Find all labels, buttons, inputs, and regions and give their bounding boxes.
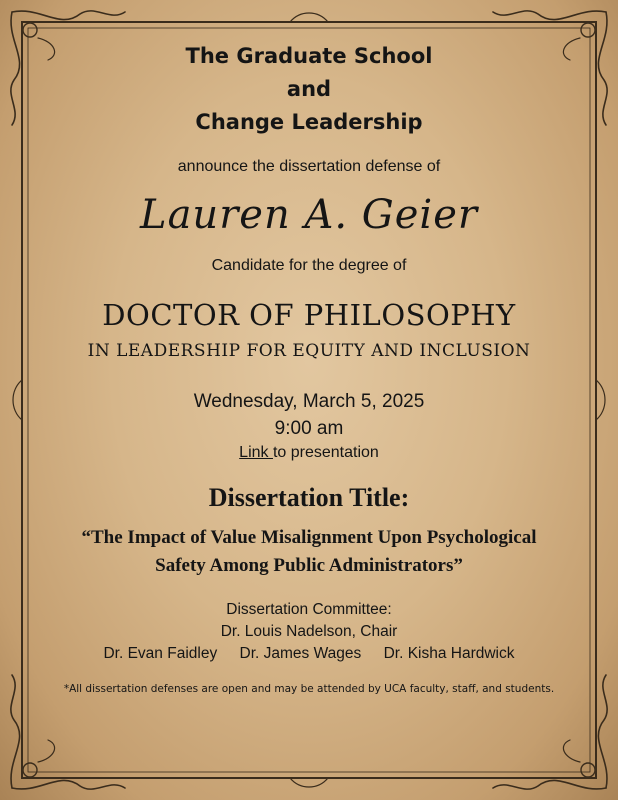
degree-intro: Candidate for the degree of: [211, 257, 407, 274]
committee-member: Dr. Kisha Hardwick: [383, 645, 515, 662]
dissertation-title-line-2: Safety Among Public Administrators”: [155, 555, 463, 576]
program-title: IN LEADERSHIP FOR EQUITY AND INCLUSION: [87, 341, 531, 361]
presentation-link[interactable]: Link: [239, 444, 273, 461]
presentation-link-line: [0, 444, 618, 462]
header-line-graduate-school: The Graduate School: [185, 44, 433, 68]
committee-chair: Dr. Louis Nadelson, Chair: [220, 623, 398, 640]
defense-time: 9:00 am: [274, 418, 344, 439]
announcement-text: announce the dissertation defense of: [177, 158, 441, 175]
header-line-change-leadership: Change Leadership: [195, 110, 423, 134]
committee-member: Dr. Evan Faidley: [103, 645, 218, 662]
committee-members: [0, 643, 618, 664]
dissertation-title-line-1: “The Impact of Value Misalignment Upon Psychological: [81, 527, 537, 548]
degree-title: DOCTOR OF PHILOSOPHY: [102, 298, 516, 332]
committee-label: Dissertation Committee:: [226, 601, 392, 618]
footnote: *All dissertation defenses are open and may be attended by UCA faculty, staff, and students.: [63, 683, 555, 695]
candidate-name: Lauren A. Geier: [140, 192, 478, 238]
defense-date: Wednesday, March 5, 2025: [193, 391, 425, 412]
presentation-link-suffix: to presentation: [272, 444, 379, 461]
committee-member: Dr. James Wages: [239, 645, 362, 662]
dissertation-title-label: Dissertation Title:: [208, 483, 410, 512]
header-line-and: and: [286, 77, 332, 101]
